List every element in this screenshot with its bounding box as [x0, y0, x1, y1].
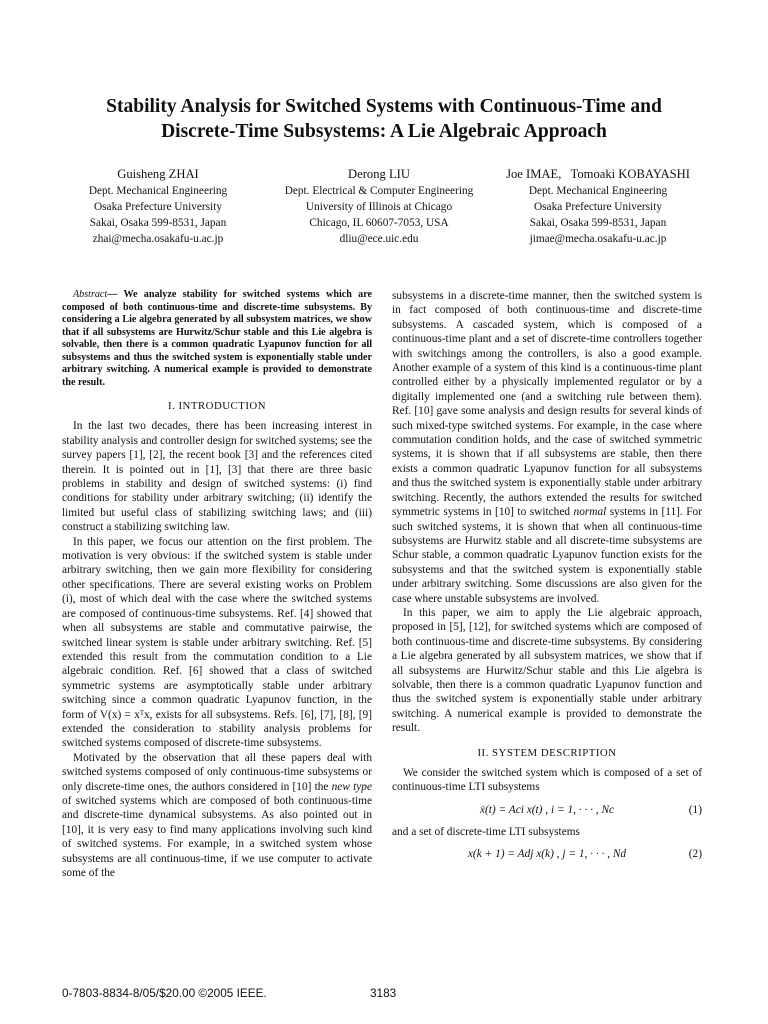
- text-run: systems in [11]. For such switched systems, it is shown that when all continuous-time subsystems are Hurwitz stable and all discrete-time subsystems are Schur stable, a common quadratic Lyapunov function exists for the subsystems and that the switched system is exponentially stable under arbitrary switching. Some discussions are also given for the case where unstable subsystems are involved.: [392, 506, 702, 605]
- section-heading-system-description: II. SYSTEM DESCRIPTION: [477, 746, 617, 759]
- abstract: [62, 289, 372, 389]
- paper-title: [40, 94, 728, 144]
- author-univ: Osaka Prefecture University: [534, 201, 662, 213]
- equation-2-body: x(k + 1) = Adj x(k) , j = 1, · · · , Nd: [467, 848, 627, 861]
- system-paragraph-2: and a set of discrete-time LTI subsystems: [392, 825, 580, 838]
- intro-paragraph-2: In this paper, we focus our attention on the first problem. The motivation is very obvious: if the switched system is stable under arbitrary switching, then we gain more flexibility for considering other specifications. There are several existing works on Problem (i), most of which deal with the case where the switched systems are composed of continuous-time subsystems. Ref. [4] showed that when all subsystems are stable and commutative pairwise, the switched linear system is stable under arbitrary switching. Ref. [5] extended this result from the commutation condition to a Lie algebraic condition. Ref. [6] showed that a class of switched symmetric systems are asymptotically stable under arbitrary switching since a common quadratic Lyapunov function, in the form of V(x) = xᵀx, exists for all subsystems. Refs. [6], [7], [8], [9] extended the consideration to stability analysis problems for switched systems composed of discrete-time subsystems.: [62, 535, 372, 750]
- abstract-label: Abstract: [73, 289, 108, 300]
- author-1: [58, 166, 258, 247]
- equation-1: [392, 795, 702, 825]
- equation-1-body: ẋ(t) = Aci x(t) , i = 1, · · · , Nc: [479, 803, 615, 816]
- author-email: zhai@mecha.osakafu-u.ac.jp: [92, 233, 224, 245]
- author-name: Joe IMAE, Tomoaki KOBAYASHI: [506, 167, 690, 181]
- equation-2: [392, 839, 702, 869]
- intro-paragraph-1: In the last two decades, there has been increasing interest in stability analysis and controller design for switched systems; see the survey papers [1], [2], the recent book [3] and the references cited therein. It is pointed out in [1], [3] that there are three basic problems in stability and design of switched systems: (i) find conditions for stability under arbitrary switching; (ii) identify the limited but useful class of stabilizing switching laws; and (iii) construct a stabilizing switching law.: [62, 420, 372, 534]
- abstract-text: We analyze stability for switched systems which are composed of both continuous-time and discrete-time subsystems. By considering a Lie algebra generated by all subsystem matrices, we show that if all subsystems are Hurwitz/Schur stable and this Lie algebra is solvable, then there is a common quadratic Lyapunov function for all subsystems and thus the switched system is exponentially stable under arbitrary switching. A numerical example is provided to demonstrate the result.: [62, 289, 372, 388]
- author-3: [486, 166, 710, 247]
- section-heading-introduction: I. INTRODUCTION: [167, 400, 267, 412]
- author-email: jimae@mecha.osakafu-u.ac.jp: [529, 233, 667, 245]
- text-run: of switched systems which are composed of both continuous-time and discrete-time dynamical subsystems. As also pointed out in [10], it is very easy to find many applications involving such kind of switched systems. For example, in a switched system whose subsystems are all continuous-time, if we use computer to activate some of the: [62, 794, 372, 879]
- intro-paragraph-3: [62, 751, 372, 881]
- abstract-dash: —: [107, 289, 124, 300]
- title-line-2: Discrete-Time Subsystems: A Lie Algebraic Approach: [161, 121, 607, 142]
- author-addr: Chicago, IL 60607-7053, USA: [309, 217, 449, 229]
- author-univ: University of Illinois at Chicago: [305, 201, 453, 213]
- author-dept: Dept. Mechanical Engineering: [88, 185, 228, 197]
- text-run: Motivated by the observation that all these papers deal with switched systems composed of only continuous-time subsystems or only discrete-time ones, the authors considered in [10] the: [62, 751, 372, 793]
- author-name: Guisheng ZHAI: [117, 167, 199, 181]
- text-run: subsystems in a discrete-time manner, then the switched system is in fact composed of both continuous-time and discrete-time subsystems. A cascaded system, which is composed of a continuous-time plant and a set of discrete-time controllers together with switchings among the controllers, is also a good example. Another example of a system of this kind is a continuous-time plant controlled either by a physically implemented regulator or by a digitally implemented one (and a switching rule between them). Ref. [10] gave some analysis and design results for several kinds of such mixed-type switched systems. For example, in the case where commutation condition holds, and the case of switched symmetric systems, it is shown that if all subsystems are stable, then there exists a common quadratic Lyapunov function for all subsystems and thus the switched system is exponentially stable under arbitrary switching. Recently, the authors extended the results for switched symmetric systems in [10] to switched: [392, 290, 702, 519]
- page-number: 3183: [370, 986, 397, 1000]
- equation-1-number: (1): [688, 803, 702, 816]
- emphasis: normal: [573, 506, 607, 519]
- system-paragraph-1: We consider the switched system which is composed of a set of continuous-time LTI subsystems: [392, 767, 702, 794]
- author-name: Derong LIU: [348, 167, 410, 181]
- author-dept: Dept. Electrical & Computer Engineering: [284, 185, 474, 197]
- author-addr: Sakai, Osaka 599-8531, Japan: [89, 217, 227, 229]
- intro-paragraph-5: In this paper, we aim to apply the Lie algebraic approach, proposed in [5], [12], for switched systems which are composed of both continuous-time and discrete-time subsystems. By considering a Lie algebra generated by all subsystem matrices, we show that if all subsystems are Hurwitz/Schur stable and this Lie algebra is solvable, then there is a common quadratic Lyapunov function and thus the switched system is exponentially stable under arbitrary switching. A numerical example is provided to demonstrate the result.: [392, 606, 702, 735]
- author-addr: Sakai, Osaka 599-8531, Japan: [529, 217, 667, 229]
- author-2: [254, 166, 504, 247]
- intro-paragraph-4: [392, 289, 702, 606]
- author-email: dliu@ece.uic.edu: [339, 233, 419, 245]
- equation-2-number: (2): [688, 848, 702, 861]
- title-line-1: Stability Analysis for Switched Systems with Continuous-Time and: [106, 96, 662, 117]
- footer-copyright: 0-7803-8834-8/05/$20.00 ©2005 IEEE.: [62, 986, 267, 1000]
- right-column: [392, 289, 702, 869]
- author-dept: Dept. Mechanical Engineering: [528, 185, 668, 197]
- emphasis: new type: [331, 780, 372, 793]
- author-univ: Osaka Prefecture University: [94, 201, 222, 213]
- left-column: [62, 289, 372, 880]
